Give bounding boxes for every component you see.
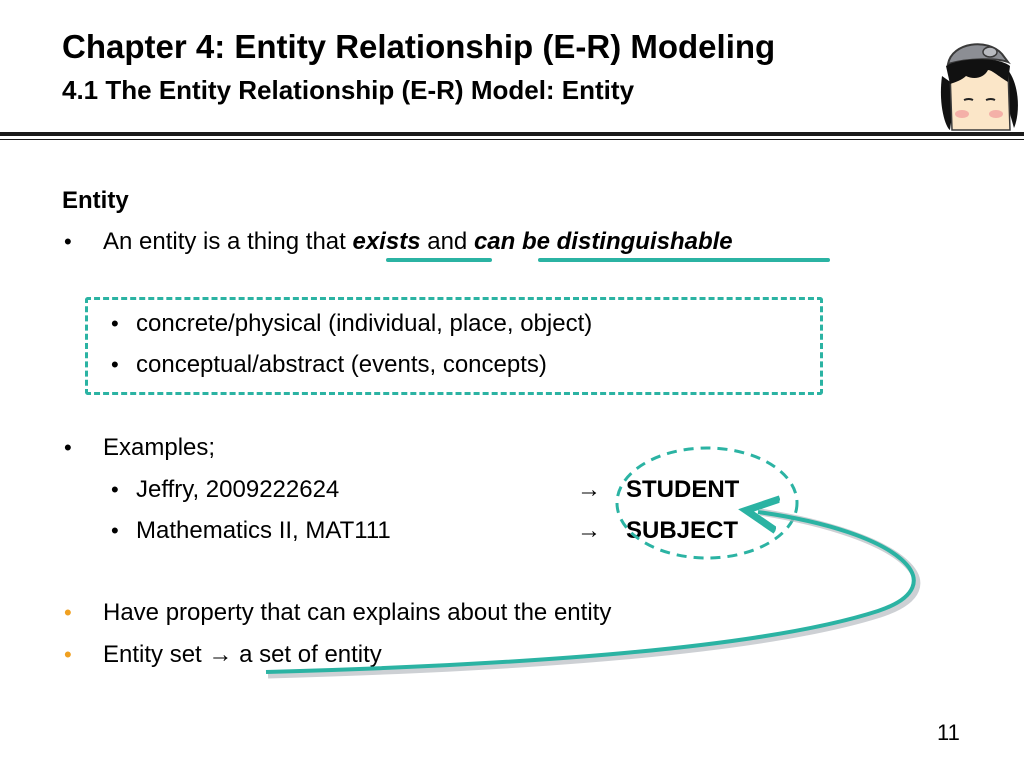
highlight-distinguishable: can be distinguishable bbox=[473, 228, 733, 255]
example-item: Mathematics II, MAT111 bbox=[136, 517, 391, 544]
example-item: Jeffry, 2009222624 bbox=[136, 476, 340, 503]
arrow-icon: → bbox=[577, 517, 601, 544]
bullet-icon: • bbox=[64, 435, 72, 460]
slide-subtitle: 4.1 The Entity Relationship (E-R) Model: Entity bbox=[62, 75, 635, 105]
bullet-icon: • bbox=[64, 229, 72, 254]
example-entity: STUDENT bbox=[626, 476, 740, 503]
page-number: 11 bbox=[937, 720, 960, 745]
arrow-icon: → bbox=[577, 476, 601, 503]
bullet-icon: • bbox=[111, 518, 119, 543]
bullet-icon: • bbox=[111, 477, 119, 502]
highlight-exists: exists bbox=[352, 228, 421, 255]
arrow-icon: → bbox=[208, 641, 233, 668]
curved-arrow-shadow bbox=[268, 512, 917, 675]
bullet-icon: • bbox=[64, 600, 72, 625]
note-prefix: Entity set bbox=[103, 641, 202, 668]
note-item: Have property that can explains about the entity bbox=[103, 599, 612, 626]
definition-and: and bbox=[427, 228, 468, 255]
bullet-icon: • bbox=[111, 311, 119, 336]
definition-prefix: An entity is a thing that bbox=[103, 228, 346, 255]
curved-arrow-icon bbox=[266, 512, 914, 672]
slide-title: Chapter 4: Entity Relationship (E-R) Modeling bbox=[62, 28, 776, 65]
kind-item: concrete/physical (individual, place, object) bbox=[136, 310, 593, 337]
bullet-icon: • bbox=[64, 642, 72, 667]
example-entity: SUBJECT bbox=[626, 517, 739, 544]
note-suffix: a set of entity bbox=[239, 641, 382, 668]
bullet-icon: • bbox=[111, 352, 119, 377]
kind-item: conceptual/abstract (events, concepts) bbox=[136, 351, 547, 378]
entity-names-ellipse bbox=[617, 448, 797, 558]
examples-label: Examples; bbox=[103, 434, 216, 461]
section-heading: Entity bbox=[62, 187, 129, 214]
